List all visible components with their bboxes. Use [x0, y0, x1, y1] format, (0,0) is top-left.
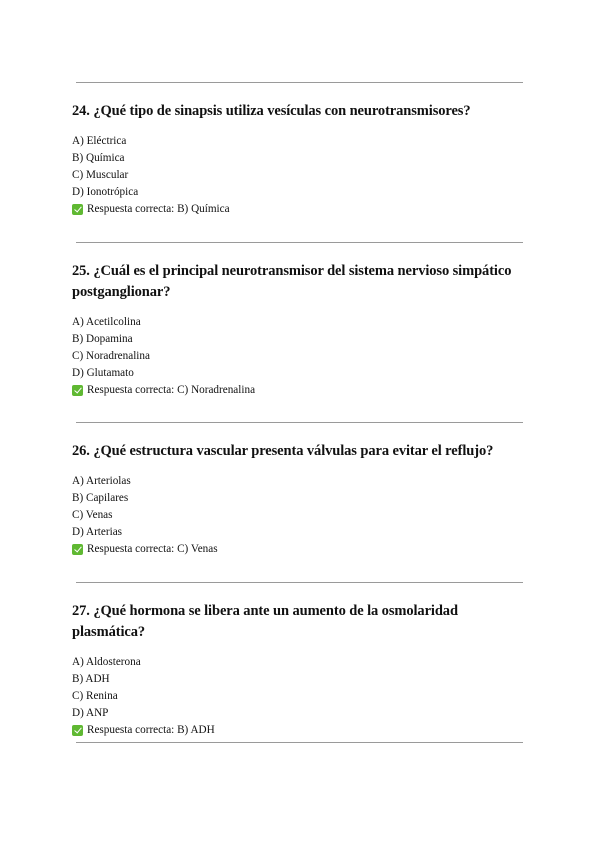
option-b: B) Capilares — [72, 492, 129, 504]
question-25 — [72, 261, 527, 399]
correct-answer — [72, 722, 527, 739]
correct-answer-text: Respuesta correcta: B) ADH — [87, 724, 215, 736]
option-a: A) Arteriolas — [72, 475, 131, 487]
question-title: 27. ¿Qué hormona se libera ante un aumento de la osmolaridad plasmática? — [72, 603, 458, 640]
option-c: C) Noradrenalina — [72, 350, 150, 362]
divider — [76, 422, 523, 423]
divider — [76, 582, 523, 583]
correct-answer-text: Respuesta correcta: B) Química — [87, 203, 230, 215]
option-a: A) Eléctrica — [72, 135, 127, 147]
question-26 — [72, 441, 527, 558]
correct-answer-text: Respuesta correcta: C) Venas — [87, 543, 218, 555]
check-mark-icon — [72, 544, 83, 555]
divider — [76, 742, 523, 743]
divider — [76, 242, 523, 243]
option-c: C) Muscular — [72, 169, 129, 181]
option-d: D) Ionotrópica — [72, 186, 139, 198]
question-title: 25. ¿Cuál es el principal neurotransmisor del sistema nervioso simpático postganglionar? — [72, 263, 512, 300]
question-title: 26. ¿Qué estructura vascular presenta válvulas para evitar el reflujo? — [72, 443, 494, 459]
divider — [76, 82, 523, 83]
check-mark-icon — [72, 725, 83, 736]
option-b: B) Química — [72, 152, 125, 164]
option-b: B) Dopamina — [72, 333, 133, 345]
correct-answer — [72, 382, 527, 399]
correct-answer — [72, 541, 527, 558]
correct-answer-text: Respuesta correcta: C) Noradrenalina — [87, 384, 256, 396]
option-a: A) Acetilcolina — [72, 316, 141, 328]
check-mark-icon — [72, 204, 83, 215]
check-mark-icon — [72, 385, 83, 396]
option-d: D) Arterias — [72, 526, 123, 538]
question-24 — [72, 101, 527, 218]
option-b: B) ADH — [72, 673, 110, 685]
option-d: D) Glutamato — [72, 367, 134, 379]
question-title: 24. ¿Qué tipo de sinapsis utiliza vesículas con neurotransmisores? — [72, 103, 471, 119]
question-27 — [72, 601, 527, 739]
option-d: D) ANP — [72, 707, 109, 719]
option-a: A) Aldosterona — [72, 656, 141, 668]
option-c: C) Venas — [72, 509, 113, 521]
option-c: C) Renina — [72, 690, 118, 702]
correct-answer — [72, 201, 527, 218]
